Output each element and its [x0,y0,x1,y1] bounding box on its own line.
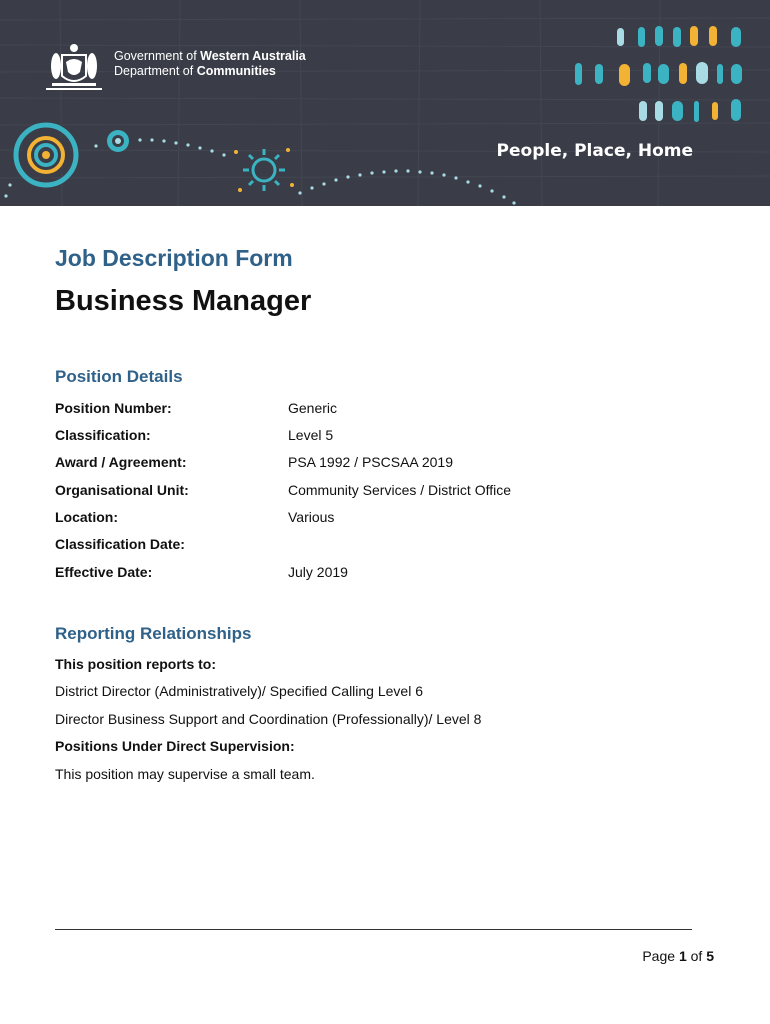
header-banner [0,0,770,206]
reports-to-item: District Director (Administratively)/ Specified Calling Level 6 [55,683,424,699]
detail-value: July 2019 [288,564,348,580]
reports-to-item: Director Business Support and Coordination (Professionally)/ Level 8 [55,711,482,727]
reports-to-label: This position reports to: [55,656,216,672]
org-line-government: Government of Western Australia [114,49,306,63]
decorative-dashes [575,26,742,122]
org-line-department: Department of Communities [114,64,276,78]
detail-value: Generic [288,400,338,416]
detail-value: Various [288,509,335,525]
detail-label: Position Number: [55,400,172,416]
detail-label: Award / Agreement: [55,454,187,470]
detail-value: Level 5 [288,427,334,443]
supervision-label: Positions Under Direct Supervision: [55,738,295,754]
detail-label: Location: [55,509,118,525]
document-type: Job Description Form [55,245,293,271]
tagline: People, Place, Home [496,141,693,161]
page-title: Business Manager [55,285,312,317]
sun-icon [243,149,285,191]
supervision-text: This position may supervise a small team. [55,766,315,782]
wa-coat-of-arms-icon [46,44,102,90]
detail-value: Community Services / District Office [288,482,512,498]
detail-label: Classification: [55,427,151,443]
footer-divider [55,929,692,930]
page-number: Page 1 of 5 [642,948,714,964]
small-ring-icon [107,130,129,152]
detail-label: Classification Date: [55,536,185,552]
detail-label: Effective Date: [55,564,153,580]
detail-label: Organisational Unit: [55,482,189,498]
position-details-heading: Position Details [55,367,183,386]
detail-value: PSA 1992 / PSCSAA 2019 [288,454,454,470]
reporting-relationships-heading: Reporting Relationships [55,624,252,643]
banner-artwork [0,0,770,206]
concentric-rings-icon [16,125,76,185]
org-name [114,49,306,79]
